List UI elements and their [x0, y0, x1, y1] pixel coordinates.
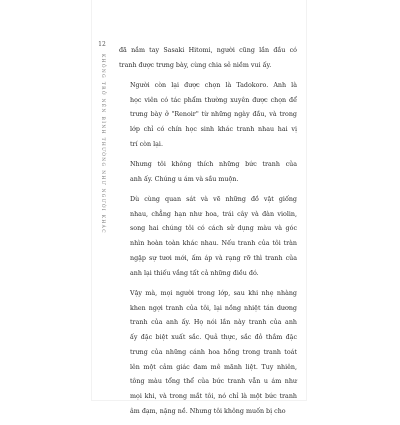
text-line: anh lại thiếu vắng tất cả những điều đó. [130, 269, 259, 277]
text-line: anh ấy. Chúng u ám và sầu muộn. [130, 175, 239, 183]
text-line: Dù cùng quan sát và vẽ những đồ vật giống [130, 195, 297, 203]
text-line: nhìn hoàn toàn khác nhau. Nếu tranh của tôi tràn [130, 240, 297, 248]
text-line: trí còn lại. [130, 140, 163, 148]
text-line: trưng của những cánh hoa hồng trong tranh toát [130, 348, 297, 356]
text-line: khen ngợi tranh của tôi, lại nồng nhiệt tán dương [130, 304, 297, 312]
page-margin-header [96, 41, 108, 234]
text-line: lớp chỉ có chín học sinh khác tranh nhau hai vị [130, 126, 297, 134]
text-line: ấy đặc biệt xuất sắc. Quả thực, sắc đỏ thắm đặc [130, 334, 297, 342]
text-line: nhau, chẳng hạn như hoa, trái cây và đàn violin, [130, 210, 297, 218]
text-line: mọi khi, và trong mắt tôi, nó chỉ là một bức tranh [130, 393, 297, 401]
paragraph [119, 79, 297, 153]
text-line: tông màu tổng thể của bức tranh vẫn u ám như [130, 378, 297, 386]
paragraph [119, 193, 297, 282]
running-title: KHÔNG TRỞ NÊN BÌNH THƯỜNG NHƯ NGƯỜI KHÁC [100, 54, 106, 234]
text-line: tranh được trưng bày, cùng chia sẻ niềm vui ấy. [119, 61, 272, 69]
text-line: tranh của anh ấy. Họ nói lần này tranh của anh [130, 319, 297, 327]
text-line: học viên có tác phẩm thường xuyên được chọn để [130, 96, 297, 104]
text-line: trưng bày ở "Renoir" từ những ngày đầu, và trong [130, 111, 297, 119]
text-line: âm đạm, nặng nề. Nhưng tôi không muốn bị cho [130, 408, 286, 416]
paragraph [119, 44, 297, 74]
page-number: 12 [98, 41, 106, 48]
text-line: Người còn lại được chọn là Tadokoro. Anh là [130, 81, 297, 89]
body-text [119, 44, 297, 425]
text-line: Vậy mà, mọi người trong lớp, sau khi nhẹ nhàng [130, 289, 297, 297]
text-line: đã nắm tay Sasaki Hitomi, người cũng lần đầu có [119, 47, 297, 54]
text-line: ngập sự tươi mới, ấm áp và rạng rỡ thì tranh của [130, 254, 297, 262]
text-line: song hai chúng tôi có cách sử dụng màu và góc [130, 225, 297, 233]
paragraph [119, 158, 297, 188]
text-line: Nhưng tôi không thích những bức tranh của [130, 160, 297, 168]
text-line: lên một cảm giác đam mê mãnh liệt. Tuy nhiên, [130, 363, 297, 371]
